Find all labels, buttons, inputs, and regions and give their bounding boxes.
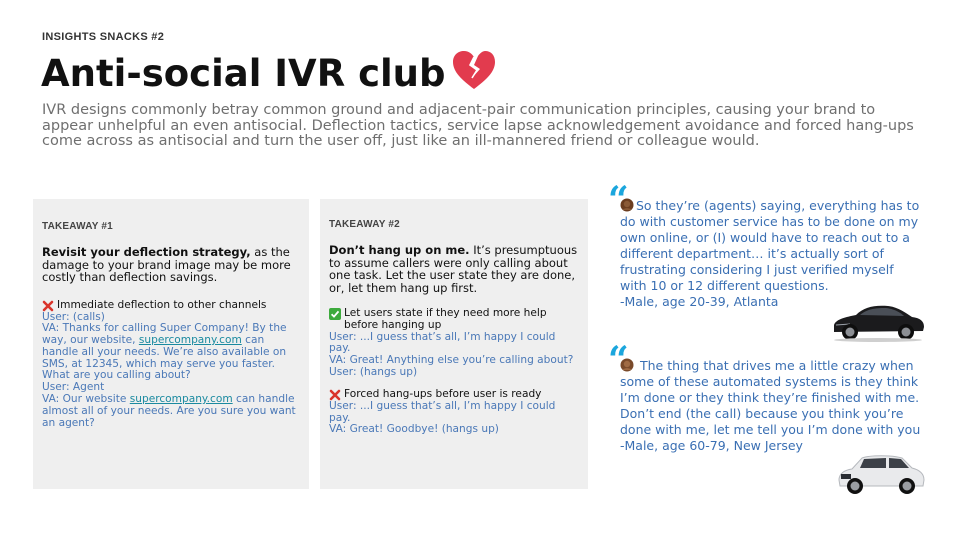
dialog-line bbox=[42, 323, 299, 382]
section-title bbox=[329, 389, 578, 401]
dialog-text: can handle almost all of your needs. Are you sure you want an agent? bbox=[42, 393, 296, 429]
quote-text bbox=[612, 198, 922, 294]
dialog-line: User: ...I guess that’s all, I’m happy I could pay. bbox=[329, 399, 556, 424]
customer-quote-1 bbox=[608, 179, 922, 310]
section-title-text: Let users state if they need more help before hanging up bbox=[344, 307, 547, 331]
takeaway-heading-bold: Don’t hang up on me. bbox=[329, 243, 470, 257]
black-sedan-car-image bbox=[830, 295, 926, 347]
takeaway-heading-rest: as the damage to your brand image may be more costly than deflection savings. bbox=[42, 245, 291, 284]
dialog-line: User: ...I guess that’s all, I’m happy I could pay. bbox=[329, 330, 556, 355]
broken-heart-icon bbox=[452, 50, 496, 101]
quote-mark-icon: “ bbox=[608, 179, 629, 221]
takeaway-label: TAKEAWAY #1 bbox=[42, 221, 113, 232]
section-title-text: Forced hang-ups before user is ready bbox=[344, 387, 542, 400]
customer-quote-2 bbox=[608, 339, 922, 454]
dialog-text: VA: Thanks for calling Super Company! By the way, our website, bbox=[42, 322, 287, 347]
white-suv-car-image bbox=[836, 448, 926, 500]
page-title bbox=[41, 50, 496, 101]
dialog-text: can handle all your needs. We’re also available on SMS, at 12345, which may serve you faster. What are you calling about? bbox=[42, 334, 287, 382]
section-title bbox=[42, 300, 299, 312]
dialog-text: VA: Our website bbox=[42, 393, 130, 406]
dialog-line: User: (calls) bbox=[42, 310, 105, 323]
dialog-line: VA: Great! Anything else you’re calling about? bbox=[329, 354, 574, 367]
section-title-text: Immediate deflection to other channels bbox=[57, 298, 267, 311]
takeaway-heading bbox=[42, 246, 299, 284]
takeaway-card-1 bbox=[33, 199, 309, 489]
dialog-line: User: Agent bbox=[42, 381, 105, 394]
green-check-icon bbox=[329, 308, 341, 320]
dialog-line: VA: Great! Goodbye! (hangs up) bbox=[329, 423, 499, 436]
dialog-line bbox=[42, 394, 299, 429]
takeaway-label: TAKEAWAY #2 bbox=[329, 219, 400, 230]
takeaway-heading-bold: Revisit your deflection strategy, bbox=[42, 245, 251, 259]
section-title bbox=[329, 308, 578, 332]
quote-attribution: -Male, age 20-39, Atlanta bbox=[620, 294, 779, 309]
takeaway-heading bbox=[329, 244, 578, 294]
example-section bbox=[42, 300, 299, 430]
dialog-line: User: (hangs up) bbox=[329, 365, 418, 378]
quote-attribution: -Male, age 60-79, New Jersey bbox=[620, 438, 803, 453]
example-section-bad bbox=[329, 389, 578, 436]
example-section-good bbox=[329, 308, 578, 379]
quote-body: The thing that drives me a little crazy when some of these automated systems is they think I’m done or they think they’re finished with me. Don’t end (the call) because you think you’re done with me, let me tell you I’m done with you bbox=[620, 358, 921, 437]
takeaway-card-2 bbox=[320, 199, 588, 489]
quote-body: So they’re (agents) saying, everything has to do with customer service has to be done on my own online, or (I) would have to reach out to a different department… it’s actually sort of frustrating considering I just verified myself with 10 or 12 different questions. bbox=[620, 198, 920, 293]
kicker-label: INSIGHTS SNACKS #2 bbox=[42, 31, 165, 43]
quote-mark-icon: “ bbox=[608, 339, 629, 381]
takeaway-heading-rest: It’s presumptuous to assume callers were only calling about one task. Let the user state they are done, or, let them hang up first. bbox=[329, 243, 578, 295]
red-x-icon bbox=[42, 300, 54, 312]
website-link[interactable]: supercompany.com bbox=[129, 393, 233, 406]
quote-text bbox=[612, 358, 922, 438]
page-title-text: Anti-social IVR club bbox=[41, 52, 446, 95]
website-link[interactable]: supercompany.com bbox=[138, 334, 242, 347]
red-x-icon bbox=[329, 389, 341, 401]
intro-paragraph: IVR designs commonly betray common ground and adjacent-pair communication principles, causing your brand to appear unhelpful an even antisocial. Deflection tactics, service lapse acknowledgement avoidance and forced hang-ups come across as antisocial and turn the user off, just like an ill-mannered friend or colleague would. bbox=[42, 102, 914, 149]
